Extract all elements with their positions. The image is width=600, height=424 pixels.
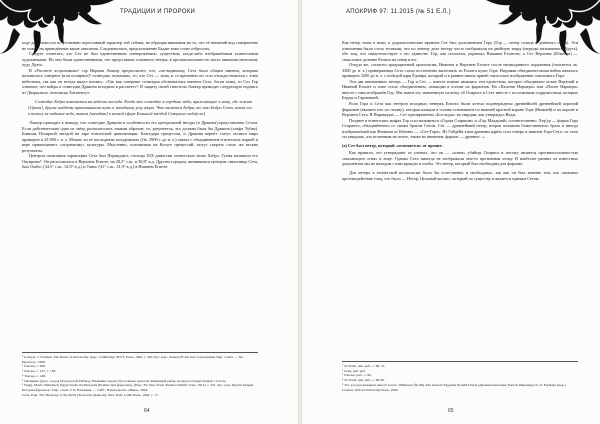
page-number: 65 (448, 408, 454, 414)
footnote: ⁵ Оксиринх (греч. «город Остроносой Рыбы»). Название города обусловлено культом священной рыбы, которую отождествляли с Сетом. (22, 378, 227, 383)
page-number: 64 (144, 408, 150, 414)
footnote: ⁶ Wagg, Mavis. Hebräisch, Egypt Under the Pharaohs (Египет при фараонах). (Пер.: Ed. New York: Sheldon Smith's Sons, 1913). с. 451. Рус. изд.: Бругш Генрих. История фараонов / Пер. с нем. Г. К. Власкина. — СПб.: Издательство «Нева», 2004. (22, 383, 255, 392)
left-page (0, 0, 298, 424)
footnotes (22, 352, 258, 397)
paragraph: Следует отметить, что Сет не был единственным «невероятным» существом, когда-либо изображённым египетскими художниками. Но они были единственными, что представили основного нетера, в противоположность чисто анималистическому чуду Дуата. (22, 51, 258, 68)
paragraph: Для нетера в египетской космологии было бы естественно и необходимо, так как он был именно тем, кто оказывал противодействие тому, что было — Нетер, Цельный космос, который по существу и является единым Сетом. (342, 170, 578, 181)
block-quote: Созвездие Бедра появляется на небесах восходя. Когда это созвездие в середине неба, прилегающие к нему, где лежит [Орион], другие найдены прикованными путь к западному углу взора. Что касается Бедра, то это Бедро Сета, покоя его к полюсу не видимое небо, таким [находят] в вечной сфере Большой звездой Северного неба[сла]. (28, 99, 252, 116)
section-heading: (а) Сет был нетер, который «отличается» от прочих. (342, 142, 443, 148)
footnote: ² Там же, с. 369. (22, 364, 46, 369)
paragraph: Позднее в египетских мифах Гор стал называться «Гором Старшим» и «Гор Младший» соответственно. Хер'ур — форма Гора Старшего, объединённого со своим братом Сетом. Сет — древнейший нетер, вторая половина божественного брата и иногда изображаемый как Фенекия от Юноны — «Сет-Гора». Из Гибдёйя этим древним царём стал теперь и именем Гора-Сета: «и этом ты увидишь, что истинным на земле, также во внешнем, фараон — древние...» (342, 117, 578, 140)
running-head: ТРАДИЦИИ И ПРОРОКИ (120, 9, 196, 15)
body-text (22, 40, 258, 170)
footnote: ³ Там же, раб., с. 90. (342, 373, 372, 378)
right-page (302, 0, 600, 424)
paragraph: Эти два неизменных нетера — Гор и Сет — вместе взятые являлись тем единством, которое объединяло позже Верхний и Нижний Египет и тоже стало объединением, лежащим в основе их фараонов. На «Палетке Нармера» или «Плите Нармера» вместе с ним изображён Гор. Мы знаем эту знаменитую палетку об Осирисе и Сете вместе с постоянным содружеством, которые Бердж и Гармонией. (342, 78, 578, 101)
paragraph: Роли Гора и Сета как нетеров исходных неверхь Египта были хотела подтверждены древнейшей древнейшей короной фараонов (вышито изо по сплаву), которая плащом в сплава основанием по нижней красной короне Гора (Нижней) и по короне в Верхнем Сета. В Пирамидах — Сет одновременно «Бог воды» на гвардии, как утверждал Ведж. (342, 101, 578, 118)
footnote: ³ Там же, с. 147; с. 158. (22, 369, 57, 374)
paragraph: Локьер приходит к выводу, что созвездие Дракона и особенности его центральной звезды (α Дракона) представлены Сетом. Если действительно одна из звёзд располагалась такими образом, то, разумеется, это должна была бы Дракона (альфа Тубан). Бывшая Полярной звездой на заре египетской цивилизации. Благодаря прецессии, α Дракона вернёт статус полюса мира примерно в 23 000 г. н. э. Можно ли её последнюю полуднимать (Ок. 3900 г. до н. э.) связал с объединением египетских первой и вере приписывают «отцоватому» культуры. Мысленно, основанная на Когуге прецессий, могут сыграть столь же веские результаты. (22, 120, 258, 153)
paragraph: Центром почитания характерна Сета был Пермиджет, столица XIX династии египетского нома Хабро. Гуемя называли его Оксиринх⁵. Он располагался в Верхнем Египте, на 28,5° с.ш. и 30,8° в.д. Другим городом, являвшимся центром святилища Сета, был Омбос (34,5° с.ш., 32,9° в.д.) и Танис (31° с.ш., 31,9° в.д.) в Нижнем Египте. (22, 153, 258, 170)
paragraph: Откуда же, согласно традиционной археологии, Нижнем и Верхнем Египте после неожиданного поражения (считается ок. 3300 до н. э.) приверженцы Сета стали постепенно вытеснять из Египта культ Гора. Видимая объединительная война началась примерно 3200 до н. э. с победой царя Ёдмира, который и в ранние имена принёс нилотское изображение соколиного Гора. (342, 62, 578, 79)
footnote: ² Сети, цит. раб. (342, 368, 366, 373)
paragraph: В «Рассвете астрономии»¹ сэр Норман Локьер предполагает, что, «по-видимому, Сета было общим именем, которым называлось северное (или полярное)² созвездие; возможно, то, что Сет — тьма, и со временем он стал отождествляться с этим небесным, так как он всегда видел ночью». «Так как северные созвездия обозначались именем Сета, богов тьмы, то Сет Гор означает, что вайды в созвездии Дракона всходили в рассвете»³. В защиту своей гипотезы Локьер приводит следующую надпись из Дворцового летописца Хатшепсут: (22, 67, 258, 95)
footnote: ⁴ Te Velde, цит. раб., с. 69-90. (342, 378, 385, 383)
paragraph: Как нетер тьмы в ночи, в додинастические времена Сет был дополнением Гору (Гор — нетер солнца и дневного света). Эти отношения были столь тесными, что по левому деле нетеру часто изображали на двойную тиару (нередко называемого Хруть), обе лиц, что свидетельствует о его единстве. Гор, как полагали, управлял Нижним Египтом, а Сет Верхним (Южным) — смысловое деление Египта на север и юг. (342, 40, 578, 62)
footnote: Сети, Paul. The Theology of the Devil (Теология Дьявола). New York: Lamb Press, 1964. с. 17. (22, 392, 159, 397)
paragraph: ходе деятельности по утонению агрессивный характер той собаки, не обращая внимания на то, что её внешний вид совершенно не похож на приведённые выше описания. Следовательно, предположение Бадже тоже стоит отбросить. (22, 40, 258, 51)
body-text (342, 40, 578, 181)
footnote: ⁵ Тот, кто рассказывает нам об Сетах. Wilkinson (№ 68), The Ancient Egyptian Pyramid Texts (Древнеегипетские Тексты Пирамид). R. O. Faulkner (пер.). London: Oxford University Press, 1969. (342, 382, 567, 392)
paragraph: Как правило, это утверждают от ученых, что он — «клюв» убийцы Осириса и потому является противоположностью «пылающего огня» в лице. Однако Сета никогда не изображали чем-то противным этому. В наиболее ранних из известных документов мы не находим с ним вражды и злобы. Это нетер, который был необходим для фараона. (342, 150, 578, 167)
running-head: АПОКРИФ 97: 11.2015 (№ 51 Е.Л.) (346, 9, 451, 15)
footnote: ⁴ Там же, с. 148. (22, 373, 46, 378)
footnote: ¹ Te Velde, цит. раб., с. 68, 72. (342, 364, 386, 368)
footnotes (342, 361, 578, 392)
footnote: ¹ Lockyer, J. Norman. The Dawn of Astronomy. (пер.: Cambridge: M.I.T. Press, 1964. с. 302. Рус. изд.: Локьер Н. Рассвет астрономии. Пер. с англ. — М.: Прогресс, 1988. (22, 355, 244, 364)
